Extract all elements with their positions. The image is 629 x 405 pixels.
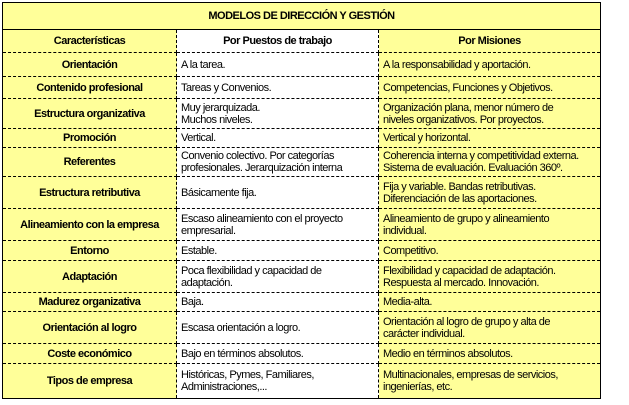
- characteristic-cell: Contenido profesional: [3, 77, 177, 99]
- missions-cell: Media-alta.: [379, 293, 601, 312]
- characteristic-cell: Madurez organizativa: [3, 293, 177, 312]
- job-positions-cell: Escaso alineamiento con el proyecto empresarial.: [177, 209, 379, 241]
- table-row: [3, 99, 601, 129]
- table-row: [3, 364, 601, 399]
- job-positions-cell: Bajo en términos absolutos.: [177, 344, 379, 364]
- characteristic-cell: Referentes: [3, 148, 177, 177]
- header-by-job-positions: Por Puestos de trabajo: [177, 30, 379, 53]
- table-row: [3, 209, 601, 241]
- missions-cell: Flexibilidad y capacidad de adaptación. Respuesta al mercado. Innovación.: [379, 261, 601, 293]
- header-by-missions: Por Misiones: [379, 30, 601, 53]
- table-row: [3, 177, 601, 209]
- missions-cell: A la responsabilidad y aportación.: [379, 53, 601, 77]
- table-row: [3, 241, 601, 261]
- table-row: [3, 261, 601, 293]
- table-row: [3, 129, 601, 148]
- characteristic-cell: Estructura organizativa: [3, 99, 177, 129]
- job-positions-cell: Vertical.: [177, 129, 379, 148]
- table-row: [3, 53, 601, 77]
- characteristic-cell: Estructura retributiva: [3, 177, 177, 209]
- table-row: [3, 293, 601, 312]
- characteristic-cell: Promoción: [3, 129, 177, 148]
- job-positions-cell: Estable.: [177, 241, 379, 261]
- missions-cell: Coherencia interna y competitividad externa. Sistema de evaluación. Evaluación 360º.: [379, 148, 601, 177]
- characteristic-cell: Adaptación: [3, 261, 177, 293]
- characteristic-cell: Orientación al logro: [3, 312, 177, 344]
- job-positions-cell: Tareas y Convenios.: [177, 77, 379, 99]
- job-positions-cell: Muy jerarquizada. Muchos niveles.: [177, 99, 379, 129]
- characteristic-cell: Alineamiento con la empresa: [3, 209, 177, 241]
- missions-cell: Orientación al logro de grupo y alta de carácter individual.: [379, 312, 601, 344]
- characteristic-cell: Tipos de empresa: [3, 364, 177, 399]
- missions-cell: Organización plana, menor número de niveles organizativos. Por proyectos.: [379, 99, 601, 129]
- table-row: [3, 344, 601, 364]
- characteristic-cell: Coste económico: [3, 344, 177, 364]
- table-title: MODELOS DE DIRECCIÓN Y GESTIÓN: [3, 3, 601, 30]
- missions-cell: Competencias, Funciones y Objetivos.: [379, 77, 601, 99]
- title-row: [3, 3, 601, 30]
- management-models-table: [2, 2, 601, 399]
- job-positions-cell: Escasa orientación a logro.: [177, 312, 379, 344]
- missions-cell: Fija y variable. Bandas retributivas. Diferenciación de las aportaciones.: [379, 177, 601, 209]
- characteristic-cell: Orientación: [3, 53, 177, 77]
- missions-cell: Alineamiento de grupo y alineamiento individual.: [379, 209, 601, 241]
- missions-cell: Medio en términos absolutos.: [379, 344, 601, 364]
- job-positions-cell: Poca flexibilidad y capacidad de adaptación.: [177, 261, 379, 293]
- table-row: [3, 148, 601, 177]
- job-positions-cell: Convenio colectivo. Por categorías profesionales. Jerarquización interna: [177, 148, 379, 177]
- table-row: [3, 77, 601, 99]
- job-positions-cell: Baja.: [177, 293, 379, 312]
- missions-cell: Multinacionales, empresas de servicios, ingenierías, etc.: [379, 364, 601, 399]
- job-positions-cell: A la tarea.: [177, 53, 379, 77]
- header-row: [3, 30, 601, 53]
- missions-cell: Vertical y horizontal.: [379, 129, 601, 148]
- job-positions-cell: Básicamente fija.: [177, 177, 379, 209]
- header-characteristics: Características: [3, 30, 177, 53]
- table-row: [3, 312, 601, 344]
- job-positions-cell: Históricas, Pymes, Familiares, Administraciones,...: [177, 364, 379, 399]
- missions-cell: Competitivo.: [379, 241, 601, 261]
- characteristic-cell: Entorno: [3, 241, 177, 261]
